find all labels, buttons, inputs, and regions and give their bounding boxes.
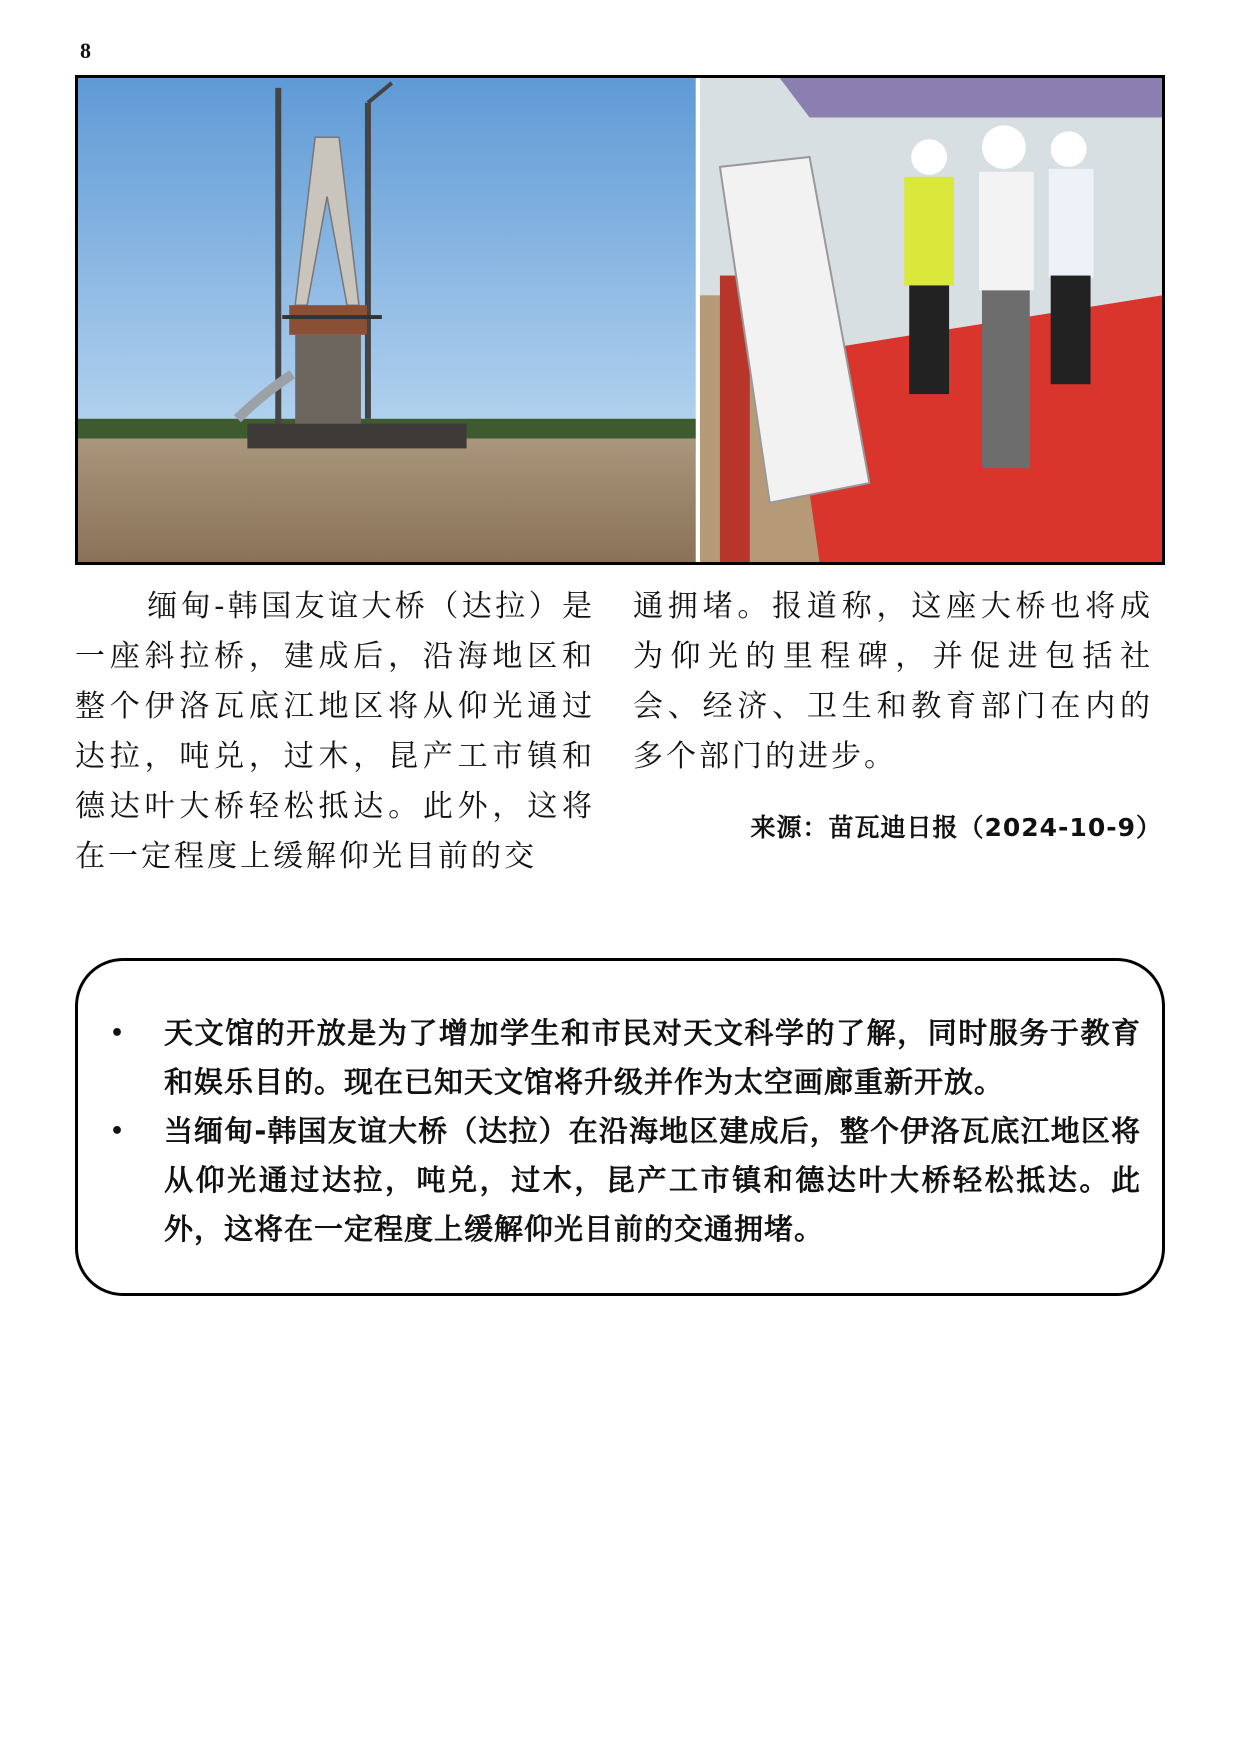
inspection-illustration (700, 78, 1162, 562)
bridge-construction-photo (78, 78, 696, 562)
photo-frame (75, 75, 1165, 565)
article-text-right: 通拥堵。报道称，这座大桥也将成为仰光的里程碑，并促进包括社会、经济、卫生和教育部门在内的多个部门的进步。 (633, 589, 1153, 774)
page-number: 8 (80, 38, 91, 63)
summary-text: 天文馆的开放是为了增加学生和市民对天文科学的了解，同时服务于教育和娱乐目的。现在已知天文馆将升级并作为太空画廊重新开放。 (164, 1016, 1141, 1099)
summary-text: 当缅甸-韩国友谊大桥（达拉）在沿海地区建成后，整个伊洛瓦底江地区将从仰光通过达拉，吨兑，过木，昆产工市镇和德达叶大桥轻松抵达。此外，这将在一定程度上缓解仰光目前的交通拥堵。 (164, 1114, 1141, 1246)
article-column-right (633, 582, 1153, 782)
summary-item (106, 1009, 1141, 1107)
bullet-icon: • (110, 1021, 126, 1046)
bullet-icon: • (110, 1119, 126, 1144)
summary-box (75, 958, 1165, 1296)
summary-list (106, 1009, 1141, 1254)
article-text-left: 缅甸-韩国友谊大桥（达拉）是一座斜拉桥，建成后，沿海地区和整个伊洛瓦底江地区将从仰光通过达拉，吨兑，过木，昆产工市镇和德达叶大桥轻松抵达。此外，这将在一定程度上缓解仰光目前的交 (75, 589, 595, 874)
summary-item (106, 1107, 1141, 1254)
site-inspection-photo (696, 78, 1162, 562)
bridge-illustration (78, 78, 696, 562)
source-citation: 来源：苗瓦迪日报（2024-10-9） (750, 813, 1162, 842)
article-column-left (75, 582, 595, 882)
